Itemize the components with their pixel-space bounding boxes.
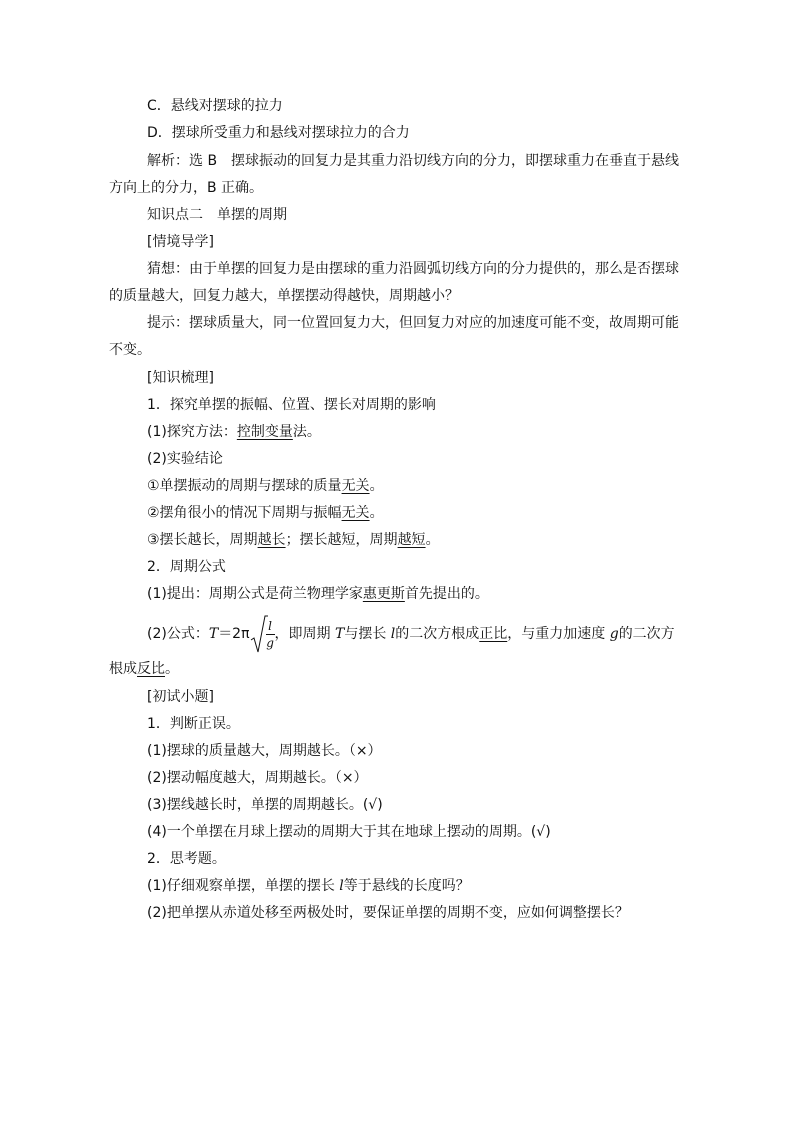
- judge-2: (2)摆动幅度越大，周期越长。（×）: [147, 770, 368, 786]
- knowledge-point-title: 知识点二 单摆的周期: [147, 207, 287, 223]
- conclusion-3-a: ③摆长越长，周期: [147, 532, 258, 548]
- propose-answer: 惠更斯: [362, 586, 405, 602]
- hint-line-1: 提示：摆球质量大，同一位置回复力大，但回复力对应的加速度可能不变，故周期可能: [147, 315, 679, 331]
- guess-line-1: 猜想：由于单摆的回复力是由摆球的重力沿圆弧切线方向的分力提供的，那么是否摆球: [147, 261, 679, 277]
- analysis-line-1: 解析：选 B 摆球振动的回复力是其重力沿切线方向的分力，即摆球重力在垂直于悬线: [147, 153, 680, 169]
- conclusion-2-suffix: 。: [369, 505, 384, 521]
- conclusion-3-answer-2: 越短: [397, 532, 426, 548]
- judge-1: (1)摆球的质量越大，周期越长。（×）: [147, 743, 382, 759]
- conclusion-3-b: ；摆长越短，周期: [285, 532, 398, 548]
- formula-eq: ＝2π: [218, 626, 250, 642]
- propose-prefix: (1)提出：周期公式是荷兰物理学家: [147, 586, 363, 602]
- conclusion-2-answer: 无关: [341, 505, 370, 521]
- conclusion-heading: (2)实验结论: [147, 451, 223, 467]
- conclusion-1-prefix: ①单摆振动的周期与摆球的质量: [147, 478, 342, 494]
- trial-item-2: 2．思考题。: [147, 851, 226, 867]
- formula-line-2: [109, 659, 179, 679]
- conclusion-2: [147, 503, 384, 523]
- formula-prefix: (2)公式：: [147, 626, 209, 642]
- section-head-knowledge: [知识梳理]: [147, 370, 214, 386]
- propose-line: [147, 584, 489, 604]
- formula-text-4: ，与重力加速度: [507, 626, 610, 642]
- option-c: C．悬线对摆球的拉力: [147, 98, 283, 114]
- hint-line-2: 不变。: [109, 342, 151, 358]
- formula-line-2-suffix: 。: [165, 661, 179, 677]
- section-head-situation: [情境导学]: [147, 234, 214, 250]
- method-prefix: (1)探究方法：: [147, 424, 237, 440]
- formula-T2: T: [334, 626, 345, 642]
- think-1-suffix: 等于悬线的长度吗？: [343, 878, 470, 894]
- trial-item-1: 1．判断正误。: [147, 716, 240, 732]
- knowledge-item-2: 2．周期公式: [147, 559, 226, 575]
- method-answer: 控制变量: [236, 424, 293, 440]
- analysis-line-2: 方向上的分力，B 正确。: [109, 180, 264, 196]
- formula-answer-2: 反比: [137, 661, 165, 677]
- fraction-bar: [266, 634, 275, 635]
- conclusion-3: [147, 530, 440, 550]
- formula-text-1: ，即周期: [274, 626, 335, 642]
- conclusion-3-answer-1: 越长: [257, 532, 286, 548]
- fraction-denominator: g: [266, 635, 274, 650]
- formula-line: [147, 612, 675, 656]
- conclusion-1-answer: 无关: [341, 478, 370, 494]
- section-head-trial: [初试小题]: [147, 689, 214, 705]
- formula-text-2: 与摆长: [344, 626, 391, 642]
- guess-line-2: 的质量越大，回复力越大，单摆摆动得越快，周期越小？: [109, 288, 459, 304]
- think-1-prefix: (1)仔细观察单摆，单摆的摆长: [147, 878, 340, 894]
- formula-g2: g: [609, 626, 619, 642]
- fraction-numerator: l: [268, 618, 272, 633]
- method-suffix: 法。: [292, 424, 321, 440]
- conclusion-1: [147, 476, 384, 496]
- judge-4: (4)一个单摆在月球上摆动的周期大于其在地球上摆动的周期。(√): [147, 824, 551, 840]
- conclusion-1-suffix: 。: [369, 478, 384, 494]
- formula-l2: l: [390, 626, 396, 642]
- formula-T: T: [208, 626, 219, 642]
- fraction: [266, 619, 275, 650]
- conclusion-3-c: 。: [425, 532, 440, 548]
- option-d: D．摆球所受重力和悬线对摆球拉力的合力: [147, 125, 410, 141]
- formula-text-end: 的二次方: [618, 626, 675, 642]
- knowledge-item-1: 1．探究单摆的振幅、位置、摆长对周期的影响: [147, 397, 436, 413]
- judge-3: (3)摆线越长时，单摆的周期越长。(√): [147, 797, 383, 813]
- think-1-l: l: [339, 878, 344, 894]
- method-line: [147, 422, 321, 442]
- formula-line-2-prefix: 根成: [109, 661, 137, 677]
- think-2: (2)把单摆从赤道处移至两极处时，要保证单摆的周期不变，应如何调整摆长？: [147, 905, 629, 921]
- think-1: [147, 876, 470, 896]
- formula-answer-1: 正比: [479, 626, 508, 642]
- conclusion-2-prefix: ②摆角很小的情况下周期与振幅: [147, 505, 342, 521]
- sqrt-l-over-g: [250, 614, 275, 654]
- formula-text-3: 的二次方根成: [395, 626, 480, 642]
- propose-suffix: 首先提出的。: [404, 586, 489, 602]
